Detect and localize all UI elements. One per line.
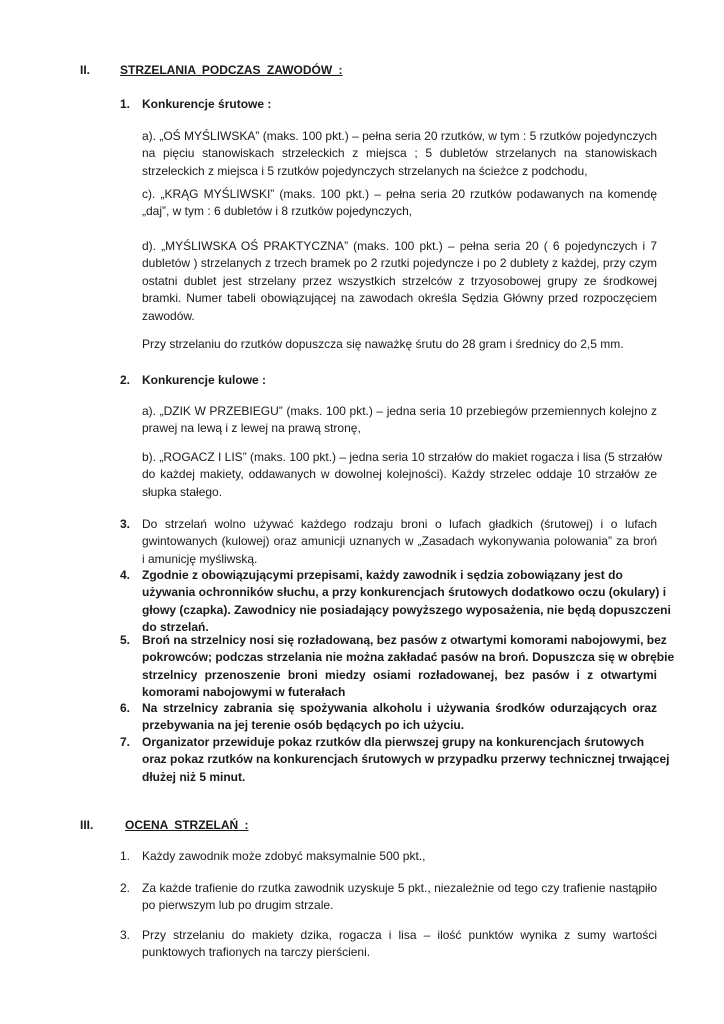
paragraph-item-7 bbox=[142, 734, 670, 786]
text-line: bramki. Numer tabeli obowiązującej na zawodach określa Sędzia Główny przed rozpoczęciem bbox=[142, 291, 657, 306]
item-5-number: 5. bbox=[120, 633, 131, 647]
text-line: komorami nabojowymi w futerałach bbox=[142, 685, 346, 700]
paragraph-item-3 bbox=[142, 516, 657, 568]
item-7-number: 7. bbox=[120, 735, 131, 749]
item-4-number: 4. bbox=[120, 568, 131, 582]
subsection-1-number: 1. bbox=[120, 97, 131, 111]
text-line: i amunicję myśliwską. bbox=[142, 551, 258, 566]
paragraph-shot-note: Przy strzelaniu do rzutków dopuszcza się naważkę śrutu do 28 gram i średnicy do 2,5 mm. bbox=[142, 337, 624, 351]
subsection-1-title: Konkurencje śrutowe : bbox=[142, 97, 272, 111]
text-line: b). „ROGACZ I LIS” (maks. 100 pkt.) – jedna seria 10 strzałów do makiet rogacza i lisa (5 strzałów bbox=[142, 450, 663, 464]
paragraph-item-4 bbox=[142, 567, 671, 637]
scoring-item-2-text bbox=[142, 880, 657, 915]
section-3-number: III. bbox=[80, 818, 94, 832]
text-line: Zgodnie z obowiązującymi przepisami, każdy zawodnik i sędzia zobowiązany jest do bbox=[142, 568, 623, 582]
text-line: używania ochronników słuchu, a przy konkurencjach śrutowych dodatkowo oczu (okulary) i bbox=[142, 585, 667, 600]
text-line: dubletów ) strzelanych z trzech bramek po 2 rzutki pojedyncze i po 2 dublety z każdej, przy czym bbox=[142, 256, 657, 271]
scoring-item-1-number: 1. bbox=[120, 849, 131, 863]
section-2-number: II. bbox=[80, 63, 91, 77]
text-line: do każdej makiety, oddawanych w dowolnej kolejności). Każdy strzelec oddaje 10 strzałów ze bbox=[142, 467, 657, 482]
text-line: głowy (czapka). Zawodnicy nie posiadający powyższego wyposażenia, nie będą dopuszczeni bbox=[142, 602, 671, 617]
text-line: d). „MYŚLIWSKA OŚ PRAKTYCZNA” (maks. 100 pkt.) – pełna seria 20 ( 6 pojedynczych i 7 bbox=[142, 239, 657, 253]
paragraph-os-mysliwska bbox=[142, 128, 657, 180]
text-line: oraz pokaz rzutków na konkurencjach śrutowych w przypadku przerwy technicznej trwającej bbox=[142, 752, 670, 767]
text-line: strzelnicy przenoszenie broni miedzy osiami rozładowanej, bez pasów i z otwartymi bbox=[142, 667, 657, 682]
paragraph-item-6 bbox=[142, 700, 657, 735]
scoring-item-3-text bbox=[142, 927, 657, 962]
item-3-number: 3. bbox=[120, 517, 131, 531]
text-line: punktowych trafionych na tarczy pierścieni. bbox=[142, 945, 371, 960]
text-line: prawej na lewą i z lewej na prawą stronę, bbox=[142, 421, 361, 436]
text-line: Broń na strzelnicy nosi się rozładowaną, bez pasów z otwartymi komorami nabojowymi, bez bbox=[142, 633, 667, 647]
text-line: zawodów. bbox=[142, 308, 195, 323]
text-line: Przy strzelaniu do makiety dzika, rogacza i lisa – ilość punktów wynika z sumy wartości bbox=[142, 928, 657, 942]
paragraph-dzik-w-przebiegu bbox=[142, 403, 657, 438]
paragraph-krag-mysliwski bbox=[142, 186, 657, 221]
text-line: Na strzelnicy zabrania się spożywania alkoholu i używania środków odurzających oraz bbox=[142, 701, 657, 715]
text-line: „daj”, w tym : 6 dubletów i 8 rzutków pojedynczych, bbox=[142, 204, 413, 219]
scoring-item-3-number: 3. bbox=[120, 928, 131, 942]
text-line: strzeleckich z miejsca i 5 rzutków pojedynczych strzelanych na ścieżce z podchodu, bbox=[142, 163, 588, 178]
text-line: przebywania na jej terenie osób będących po ich użyciu. bbox=[142, 718, 465, 733]
section-2-title: STRZELANIA PODCZAS ZAWODÓW : bbox=[120, 63, 343, 77]
paragraph-os-praktyczna bbox=[142, 238, 657, 325]
paragraph-rogacz-i-lis bbox=[142, 449, 663, 501]
text-line: Do strzelań wolno używać każdego rodzaju broni o lufach gładkich (śrutowej) i o lufach bbox=[142, 517, 657, 531]
text-line: c). „KRĄG MYŚLIWSKI” (maks. 100 pkt.) – pełna seria 20 rzutków podawanych na komendę bbox=[142, 187, 657, 201]
text-line: Za każde trafienie do rzutka zawodnik uzyskuje 5 pkt., niezależnie od tego czy trafienie nastąpiło bbox=[142, 881, 657, 895]
text-line: słupka stałego. bbox=[142, 484, 223, 499]
text-line: a). „DZIK W PRZEBIEGU” (maks. 100 pkt.) – jedna seria 10 przebiegów przemiennych kolejno z bbox=[142, 404, 657, 418]
scoring-item-2-number: 2. bbox=[120, 881, 131, 895]
text-line: do strzelań. bbox=[142, 620, 209, 635]
text-line: gwintowanych (kulowej) oraz amunicji uznanych w „Zasadach wykonywania polowania” za broń bbox=[142, 534, 657, 549]
text-line: dłużej niż 5 minut. bbox=[142, 769, 246, 784]
text-line: po pierwszym lub po drugim strzale. bbox=[142, 898, 334, 913]
section-3-title: OCENA STRZELAŃ : bbox=[125, 818, 249, 832]
text-line: na pięciu stanowiskach strzeleckich z miejsca ; 5 dubletów strzelanych na stanowiskach bbox=[142, 146, 657, 161]
subsection-2-number: 2. bbox=[120, 373, 131, 387]
text-line: Organizator przewiduje pokaz rzutków dla pierwszej grupy na konkurencjach śrutowych bbox=[142, 735, 645, 749]
subsection-2-title: Konkurencje kulowe : bbox=[142, 373, 267, 387]
item-6-number: 6. bbox=[120, 701, 131, 715]
paragraph-item-5 bbox=[142, 632, 675, 702]
text-line: pokrowców; podczas strzelania nie można zakładać pasów na broń. Dopuszcza się w obrębie bbox=[142, 650, 675, 665]
text-line: ostatni dublet jest strzelany przez wszystkich strzelców z trzyosobowej grupy ze środkowej bbox=[142, 273, 657, 288]
text-line: a). „OŚ MYŚLIWSKA” (maks. 100 pkt.) – pełna seria 20 rzutków, w tym : 5 rzutków pojedynczych bbox=[142, 129, 657, 143]
scoring-item-1-text: Każdy zawodnik może zdobyć maksymalnie 500 pkt., bbox=[142, 849, 426, 863]
